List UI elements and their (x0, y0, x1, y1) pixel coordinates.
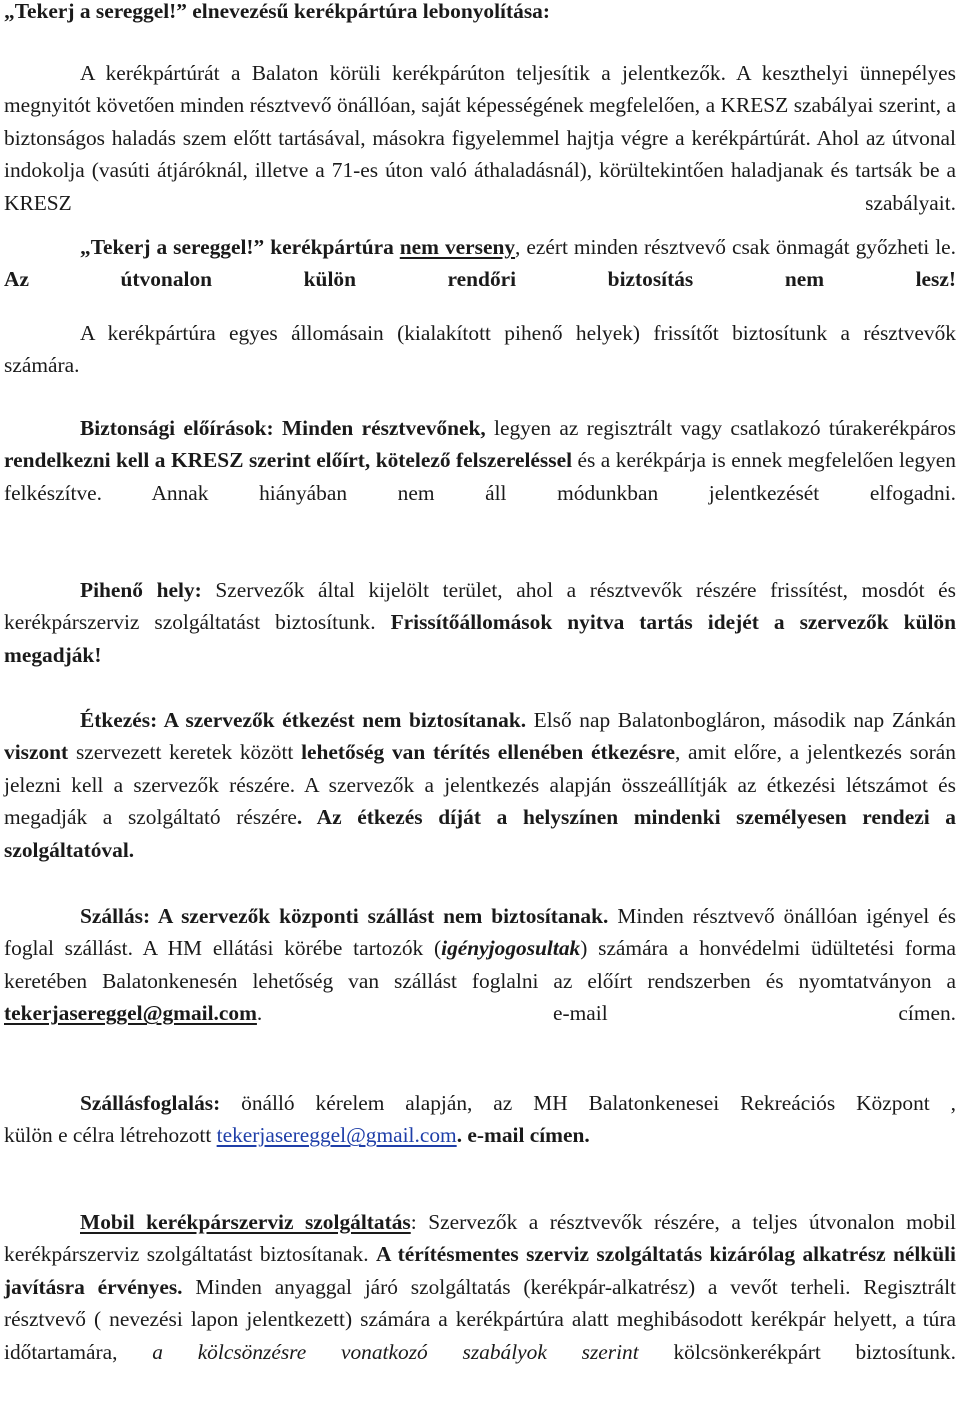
paragraph-route: A kerékpártúrát a Balaton körüli kerékpárúton teljesítik a jelentkezők. A keszthelyi ünnepélyes megnyitót követően minden résztvevő önállóan, saját képességének megfelelően, a KRESZ szabályai szerint, a biztonságos haladás szem előtt tartásával, másokra figyelemmel hajtja végre a kerékpártúrát. Ahol az útvonal indokolja (vasúti átjáróknál, illetve a 71-es úton való áthaladásnál), körültekintően haladjanak és tartsák be a KRESZ szabályait. (4, 61, 956, 215)
not-race-text: nem verseny (399, 235, 516, 259)
event-name: „Tekerj a sereggel!” (80, 235, 265, 259)
paragraph-booking: Szállásfoglalás: önálló kérelem alapján, az MH Balatonkenesei Rekreációs Központ , külön e célra létrehozott tekerjasereggel@gmail.com. e-mail címen. (4, 1091, 956, 1148)
paragraph-mobile-service: Mobil kerékpárszerviz szolgáltatás: Szervezők a résztvevők részére, a teljes útvonalon mobil kerékpárszerviz szolgáltatást biztosítanak. A térítésmentes szerviz szolgáltatás kizárólag alkatrész nélküli javításra érvényes. Minden anyaggal járó szolgáltatás (kerékpár-alkatrész) a vevőt terheli. Regisztrált résztvevő ( nevezési lapon jelentkezett) számára a kerékpártúra alatt meghibásodott kerékpár helyett, a túra időtartamára, a kölcsönzésre vonatkozó szabályok szerint kölcsönkerékpárt biztosítunk. (4, 1210, 956, 1364)
paragraph-refreshment: A kerékpártúra egyes állomásain (kialakított pihenő helyek) frissítőt biztosítunk a résztvevők számára. (4, 321, 956, 378)
paragraph-accommodation: Szállás: A szervezők központi szállást nem biztosítanak. Minden résztvevő önállóan igényel és foglal szállást. A HM ellátási körébe tartozók (igényjogosultak) számára a honvédelmi üdültetési forma keretében Balatonkenesén lehetőség van szállást foglalni az előírt rendszerben és nyomtatványon a tekerjasereggel@gmail.com. e-mail címen. (4, 904, 956, 1026)
booking-email-link[interactable]: tekerjasereggel@gmail.com (216, 1123, 457, 1148)
paragraph-not-race: „Tekerj a sereggel!” kerékpártúra nem verseny, ezért minden résztvevő csak önmagát győzheti le. Az útvonalon külön rendőri biztosítás nem lesz! (4, 235, 956, 292)
booking-label: Szállásfoglalás: (80, 1091, 221, 1115)
paragraph-safety: Biztonsági előírások: Minden résztvevőnek, legyen az regisztrált vagy csatlakozó túrakerékpáros rendelkezni kell a KRESZ szerint előírt, kötelező felszereléssel és a kerékpárja is ennek megfelelően legyen felkészítve. Annak hiányában nem áll módunkban jelentkezését elfogadni. (4, 416, 956, 505)
accommodation-label: Szállás: A szervezők központi szállást nem biztosítanak. (80, 904, 609, 928)
mobile-service-label: Mobil kerékpárszerviz szolgáltatás (80, 1210, 411, 1234)
rest-place-label: Pihenő hely: (80, 578, 202, 602)
paragraph-meals: Étkezés: A szervezők étkezést nem biztosítanak. Első nap Balatonbogláron, második nap Zánkán viszont szervezett keretek között lehetőség van térítés ellenében étkezésre, amit előre, a jelentkezés során jelezni kell a szervezők részére. A szervezők a jelentkezés alapján összeállítják az étkezési létszámot és megadják a szolgáltató részére. Az étkezés díját a helyszínen mindenki személyesen rendezi a szolgáltatóval. (4, 708, 956, 862)
paragraph-rest-place: Pihenő hely: Szervezők által kijelölt terület, ahol a résztvevők részére frissítést, mosdót és kerékpárszerviz szolgáltatást biztosítunk. Frissítőállomások nyitva tartás idejét a szervezők külön megadják! (4, 578, 956, 667)
safety-label: Biztonsági előírások: (80, 416, 274, 440)
document-title: „Tekerj a sereggel!” elnevezésű kerékpártúra lebonyolítása: (4, 0, 550, 23)
police-notice: Az útvonalon külön rendőri biztosítás nem lesz! (4, 267, 956, 292)
accommodation-email: tekerjasereggel@gmail.com (4, 1001, 257, 1026)
meals-label: Étkezés: A szervezők étkezést nem biztosítanak. (80, 708, 527, 732)
